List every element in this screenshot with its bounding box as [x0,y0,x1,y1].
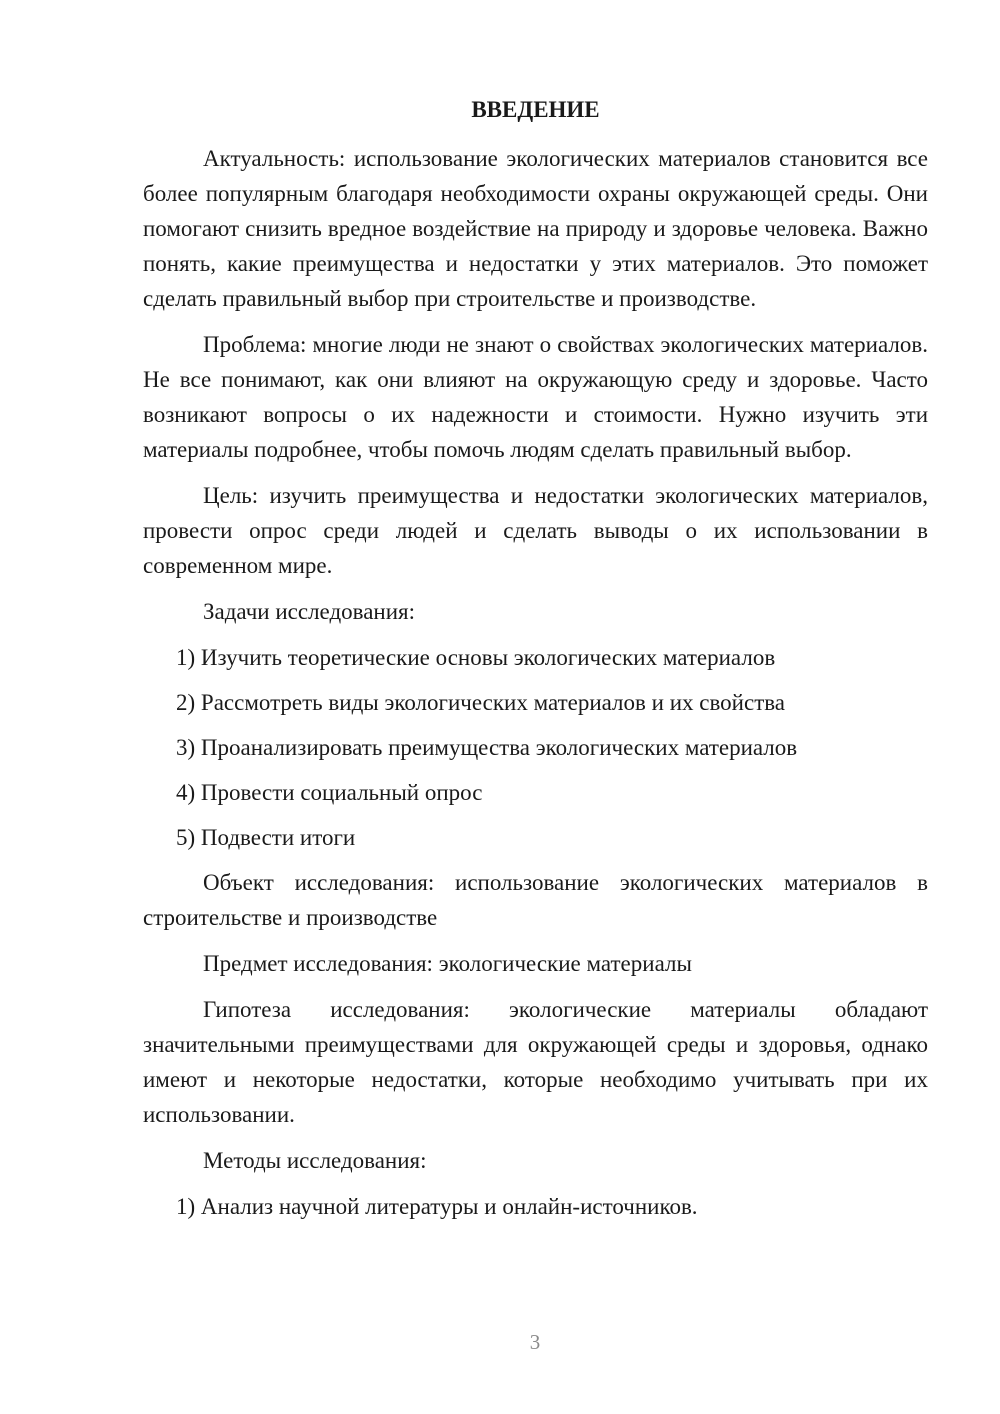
tasks-list [143,640,928,855]
page-title: ВВЕДЕНИЕ [471,97,600,122]
page-number: 3 [529,1330,541,1354]
list-item: 2) Рассмотреть виды экологических материалов и их свойства [176,690,786,715]
list-item: 1) Анализ научной литературы и онлайн-источников. [176,1194,698,1219]
list-item: 5) Подвести итоги [176,825,356,850]
list-item: 4) Провести социальный опрос [176,780,483,805]
methods-list [143,1189,928,1224]
relevance-paragraph: Актуальность: использование экологических материалов становится все более популярным благодаря необходимости охраны окружающей среды. Они помогают снизить вредное воздействие на природу и здоровье человека. Важно понять, какие преимущества и недостатки у этих материалов. Это поможет сделать правильный выбор при строительстве и производстве. [143,146,928,311]
subject-paragraph: Предмет исследования: экологические материалы [203,951,692,976]
methods-heading: Методы исследования: [203,1148,427,1173]
page-content [143,92,928,1234]
problem-paragraph: Проблема: многие люди не знают о свойствах экологических материалов. Не все понимают, как они влияют на окружающую среду и здоровье. Часто возникают вопросы о их надежности и стоимости. Нужно изучить эти материалы подробнее, чтобы помочь людям сделать правильный выбор. [143,332,928,462]
list-item: 3) Проанализировать преимущества экологических материалов [176,735,798,760]
object-paragraph: Объект исследования: использование экологических материалов в строительстве и производстве [143,870,928,930]
list-item: 1) Изучить теоретические основы экологических материалов [176,645,776,670]
goal-paragraph: Цель: изучить преимущества и недостатки экологических материалов, провести опрос среди людей и сделать выводы о их использовании в современном мире. [143,483,928,578]
hypothesis-paragraph: Гипотеза исследования: экологические материалы обладают значительными преимуществами для окружающей среды и здоровья, однако имеют и некоторые недостатки, которые необходимо учитывать при их использовании. [143,997,928,1127]
tasks-heading: Задачи исследования: [203,599,416,624]
